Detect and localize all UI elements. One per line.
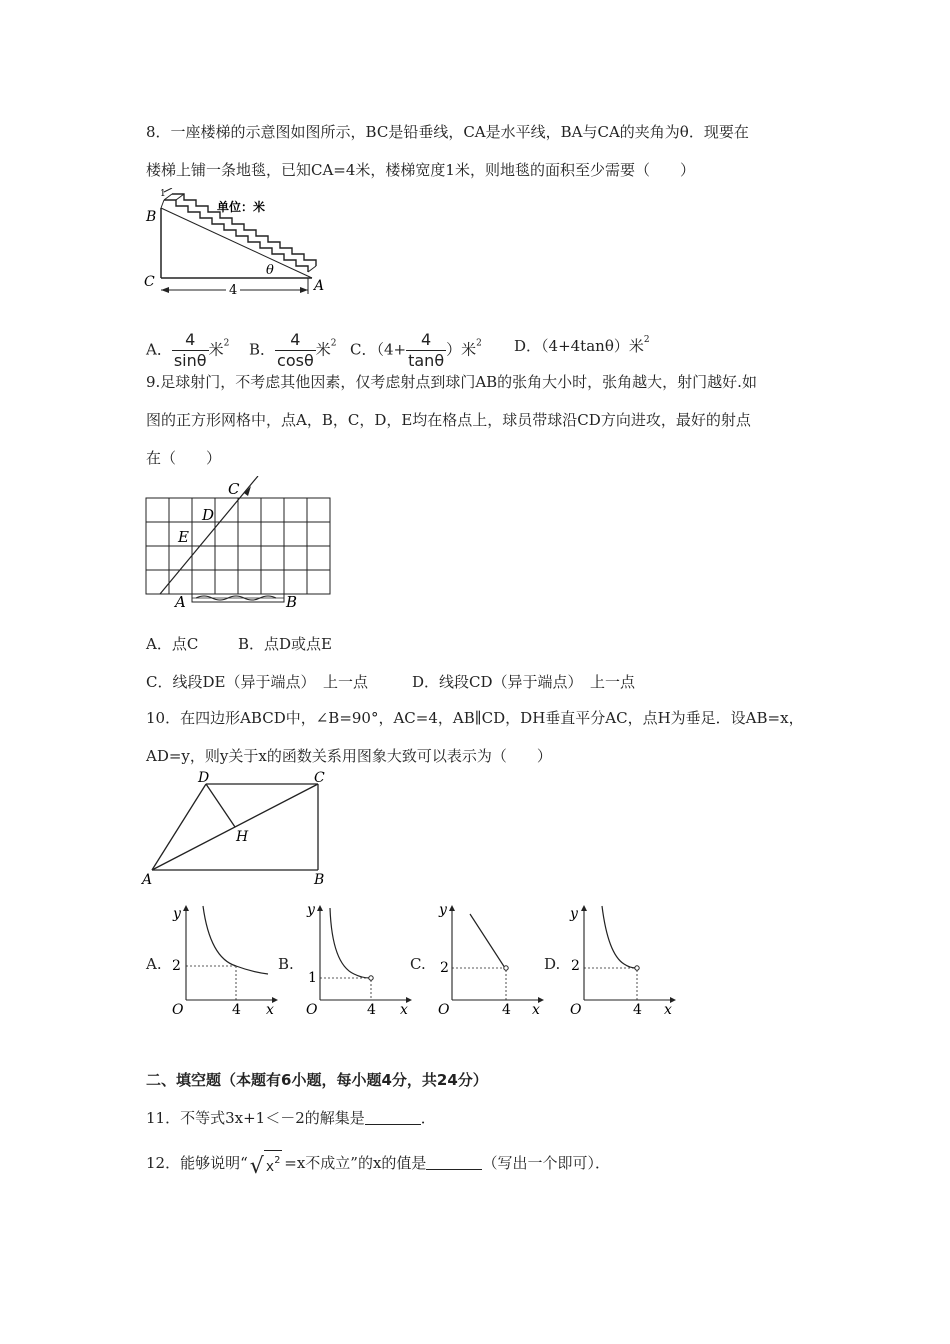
quad-point-c: C: [314, 770, 325, 786]
q10-option-c-label: C.: [410, 955, 426, 973]
sqrt-icon: √: [249, 1154, 264, 1179]
q8-option-a-denominator: sinθ: [173, 351, 207, 370]
q12: [146, 1150, 610, 1177]
q8-option-a: [146, 330, 229, 371]
q8-option-a-numerator: 4: [172, 330, 209, 351]
q10-graph-c: [434, 900, 548, 1016]
q8-option-c: [350, 330, 482, 371]
graph-d-y-label: y: [570, 906, 578, 922]
q8-option-a-exponent: 2: [223, 338, 230, 349]
q9-line-3: 在（ ）: [146, 449, 222, 467]
q8-option-b: [249, 330, 337, 371]
q12-text-middle: =x不成立”的x的值是: [284, 1154, 427, 1172]
q8-option-b-unit: 米: [315, 340, 331, 359]
graph-c-x-label: x: [532, 1002, 540, 1016]
q8-option-c-fraction: [406, 330, 446, 371]
quadrilateral-figure: [140, 770, 340, 890]
graph-c-y-tick: 2: [440, 960, 449, 976]
q10-line-2: AD=y，则y关于x的函数关系用图象大致可以表示为（ ）: [146, 747, 552, 765]
q11-text: 11．不等式3x+1＜－2的解集是: [146, 1109, 365, 1127]
staircase-figure: [142, 188, 342, 296]
q10-line-1: 10．在四边形ABCD中，∠B=90°，AC=4，AB∥CD，DH垂直平分AC，点H为垂足．设AB=x，: [146, 709, 804, 727]
staircase-unit-label: 单位：米: [217, 200, 266, 214]
q8-option-c-exponent: 2: [476, 338, 482, 349]
q8-option-c-denominator: tanθ: [408, 351, 445, 370]
grid-point-d: D: [202, 506, 215, 524]
quad-point-d: D: [198, 770, 210, 786]
q12-radicand: x: [265, 1159, 275, 1175]
graph-b-x-label: x: [400, 1002, 408, 1016]
q10-graph-a: [168, 900, 282, 1016]
graph-d-x-label: x: [664, 1002, 672, 1016]
graph-d-origin: O: [570, 1002, 582, 1016]
quad-point-h: H: [236, 829, 249, 845]
staircase-width-label: 1: [160, 189, 166, 199]
q10-option-a-label: A.: [146, 955, 162, 973]
q12-sqrt-expression: [250, 1150, 283, 1177]
q10-option-b-label: B.: [278, 955, 294, 973]
q8-option-a-unit: 米: [208, 340, 224, 359]
q12-text-end: （写出一个即可）．: [482, 1154, 610, 1172]
grid-point-e: E: [178, 528, 189, 546]
q12-exponent: 2: [274, 1155, 281, 1166]
q9-option-c: C．线段DE（异于端点） 上一点: [146, 673, 368, 691]
graph-d-y-tick: 2: [571, 958, 580, 974]
graph-a-x-tick: 4: [232, 1002, 241, 1016]
grid-point-b: B: [286, 593, 298, 611]
q8-option-d-text: D．（4+4tanθ）米: [514, 337, 644, 355]
graph-b-y-tick: 1: [308, 970, 317, 986]
graph-b-x-tick: 4: [367, 1002, 376, 1016]
staircase-point-a: A: [314, 278, 325, 294]
q10-graph-b: [302, 900, 416, 1016]
q8-line-1: 8．一座楼梯的示意图如图所示，BC是铅垂线，CA是水平线，BA与CA的夹角为θ．现要在: [146, 123, 749, 141]
staircase-theta-label: θ: [266, 263, 274, 278]
graph-a-x-label: x: [266, 1002, 274, 1016]
q10-graph-d: [566, 900, 680, 1016]
q8-option-b-fraction: [275, 330, 316, 371]
grid-point-a: A: [175, 593, 186, 611]
staircase-point-b: B: [146, 209, 157, 225]
q11-end: ．: [420, 1109, 436, 1127]
q8-option-b-denominator: cosθ: [277, 351, 314, 370]
q8-option-a-prefix: A．: [146, 340, 172, 359]
q10-option-d-label: D.: [544, 955, 561, 973]
graph-c-x-tick: 4: [502, 1002, 511, 1016]
q12-text-start: 12．能够说明“: [146, 1154, 248, 1172]
q8-option-d: [514, 330, 650, 356]
q9-option-d: D．线段CD（异于端点） 上一点: [412, 673, 636, 691]
staircase-point-c: C: [144, 274, 155, 290]
q8-option-b-exponent: 2: [330, 338, 337, 349]
quad-point-b: B: [314, 872, 325, 888]
q9-option-a: A．点C: [146, 635, 199, 653]
section-2-title: 二、填空题（本题有6小题，每小题4分，共24分）: [146, 1071, 488, 1089]
graph-b-origin: O: [306, 1002, 318, 1016]
q9-line-1: 9.足球射门，不考虑其他因素，仅考虑射点到球门AB的张角大小时，张角越大，射门越好.如: [146, 373, 757, 391]
q8-option-c-prefix: C．（4+: [350, 340, 407, 359]
quad-point-a: A: [142, 872, 153, 888]
q9-option-b: B．点D或点E: [238, 635, 332, 653]
graph-c-y-label: y: [439, 902, 447, 918]
graph-c-origin: O: [438, 1002, 450, 1016]
q8-option-a-fraction: [172, 330, 209, 371]
graph-a-y-tick: 2: [172, 958, 181, 974]
q11: [146, 1108, 436, 1128]
q8-option-c-numerator: 4: [406, 330, 446, 351]
graph-a-y-label: y: [173, 906, 181, 922]
grid-point-c: C: [228, 480, 240, 498]
staircase-length-label: 4: [229, 283, 238, 296]
soccer-grid-figure: [140, 476, 340, 612]
graph-a-origin: O: [172, 1002, 184, 1016]
q8-option-d-exponent: 2: [643, 335, 650, 345]
q9-line-2: 图的正方形网格中，点A，B，C，D，E均在格点上，球员带球沿CD方向进攻，最好的射点: [146, 411, 751, 429]
q11-answer-blank[interactable]: [365, 1109, 421, 1125]
q8-option-b-numerator: 4: [275, 330, 316, 351]
q8-option-c-unit: ）米: [446, 340, 477, 359]
graph-b-y-label: y: [307, 902, 315, 918]
graph-d-x-tick: 4: [633, 1002, 642, 1016]
q8-option-b-prefix: B．: [249, 340, 276, 359]
q12-answer-blank[interactable]: [426, 1154, 482, 1170]
q8-line-2: 楼梯上铺一条地毯，已知CA=4米，楼梯宽度1米，则地毯的面积至少需要（ ）: [146, 161, 695, 179]
